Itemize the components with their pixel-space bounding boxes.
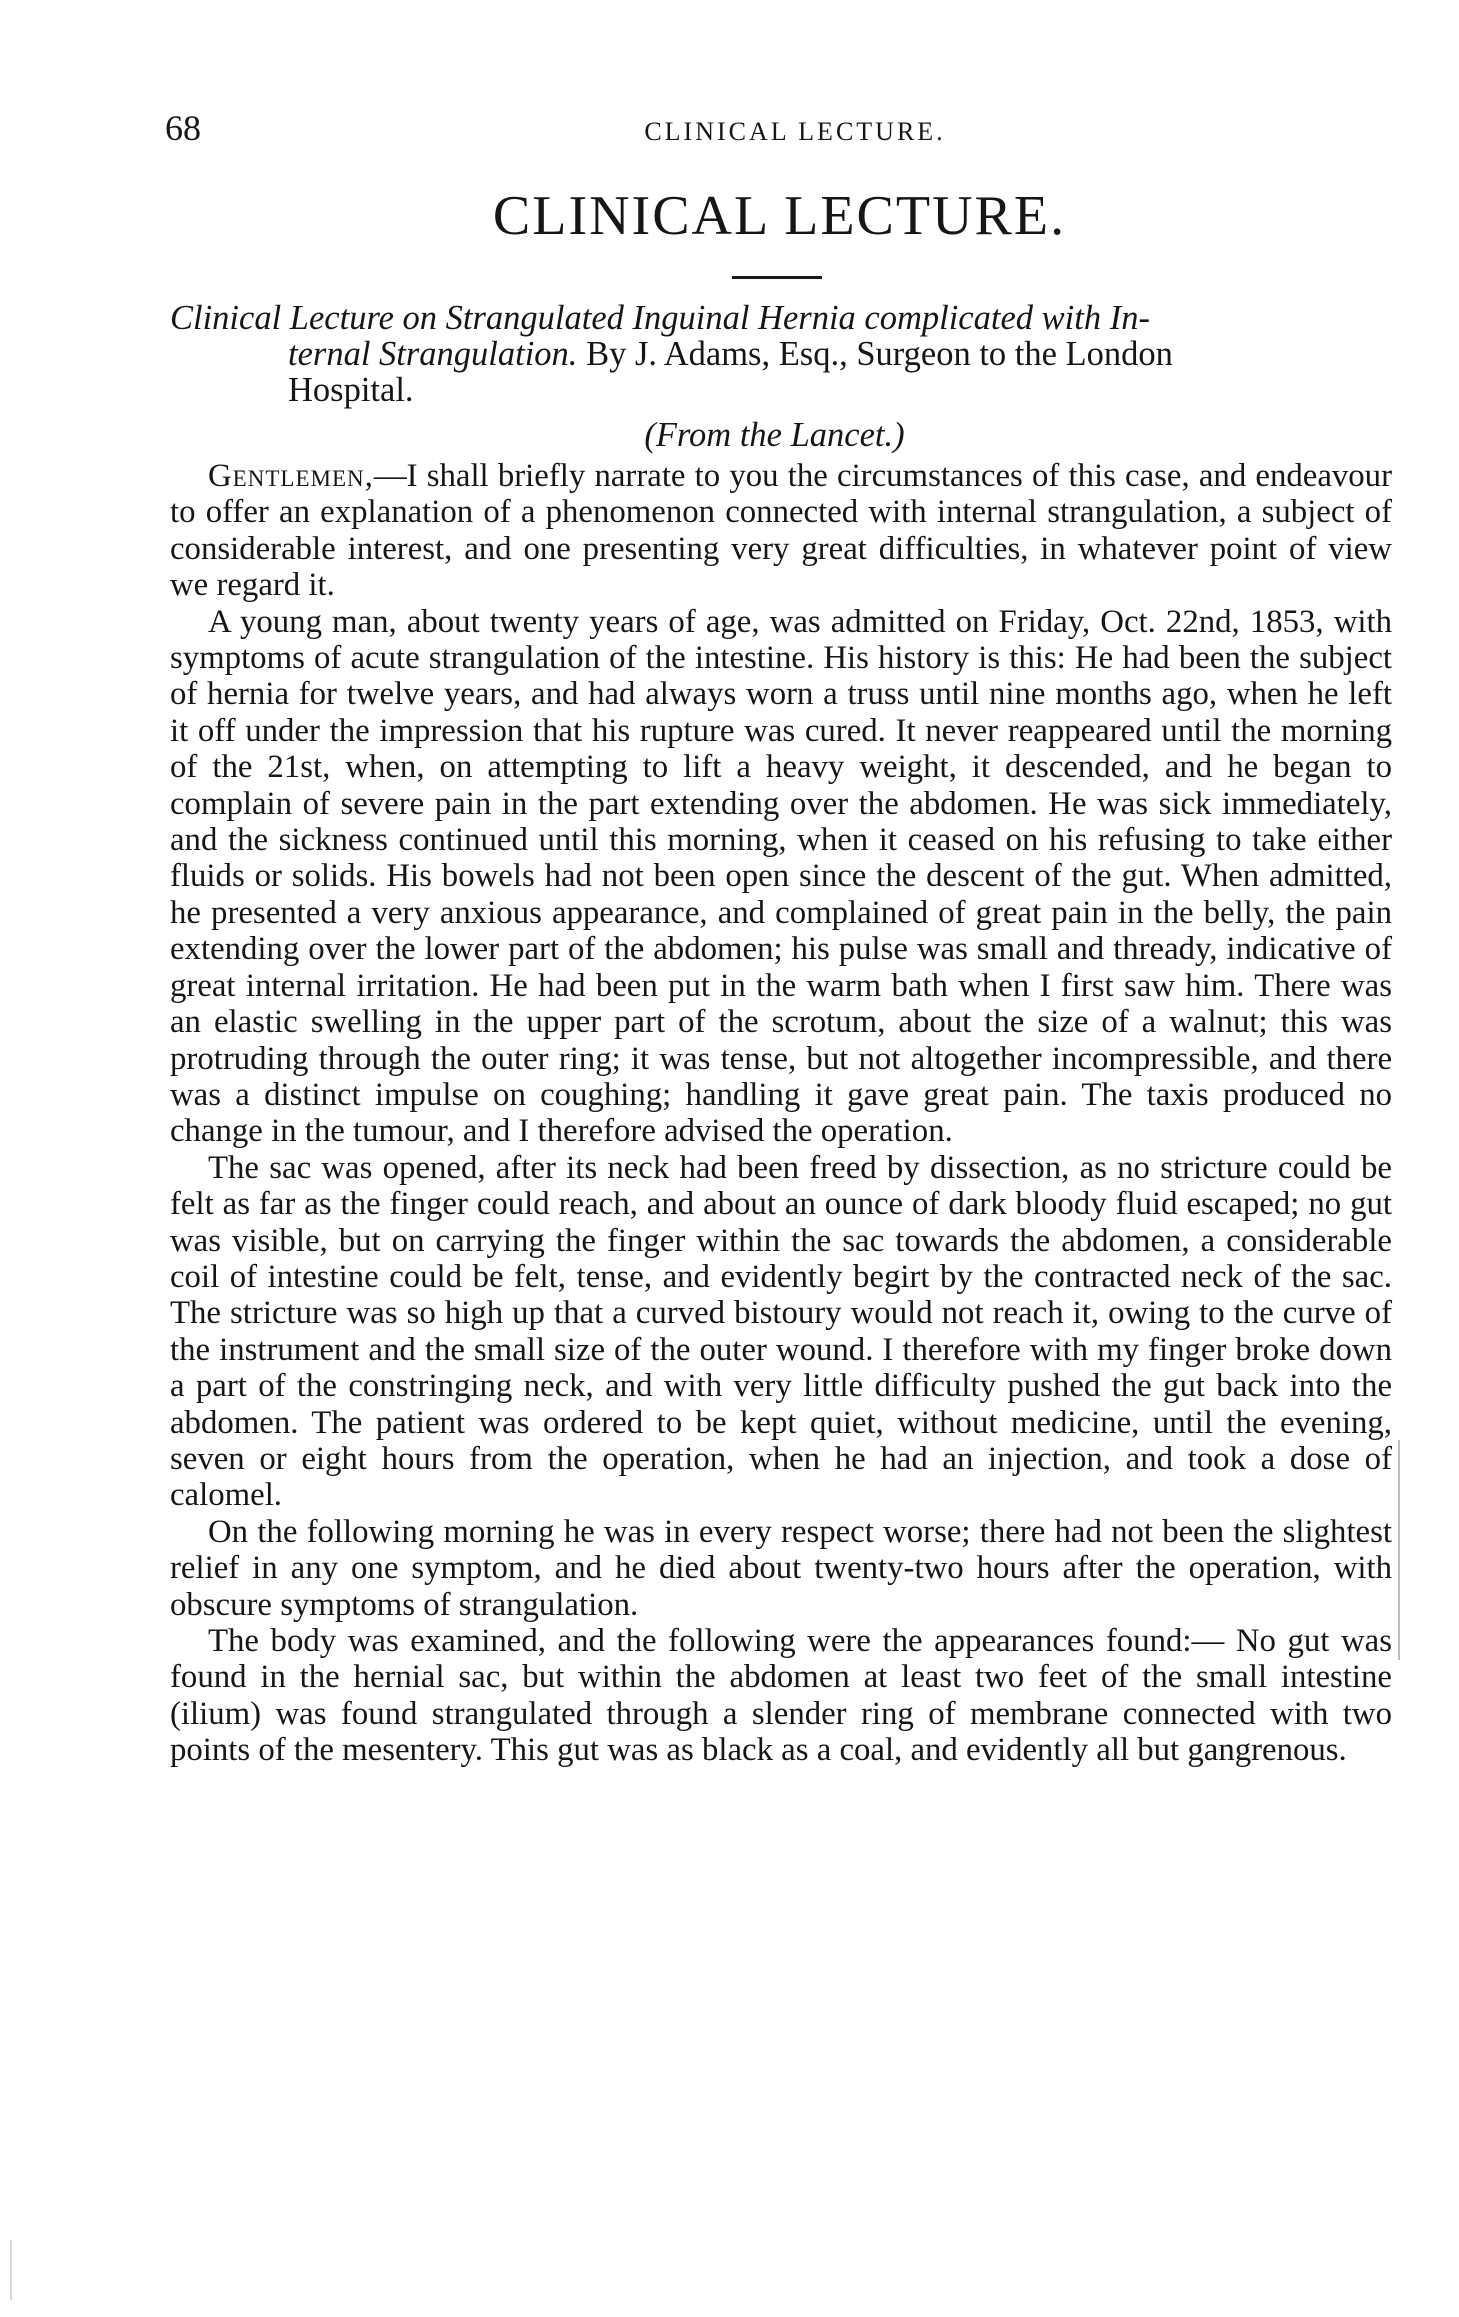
subtitle-hospital: Hospital. [288,371,414,409]
paragraph: On the following morning he was in every respect worse; there had not been the slightest relief in any one symptom, and he died about twenty-two hours after the operation, with obscure symptoms of strangulation. [170,1513,1392,1623]
running-head [150,108,1400,152]
subtitle-italic: Clinical Lecture on Strangulated Inguinal Hernia complicated with In- [170,299,1150,337]
lecture-subtitle [170,300,1392,408]
lecture-body [170,458,1392,1769]
scan-edge-mark [10,2240,12,2300]
page-edge-shadow [1398,1440,1400,1660]
running-title: CLINICAL LECTURE. [644,117,946,146]
lecture-title: CLINICAL LECTURE. [492,185,1067,247]
subtitle-italic-cont: ternal Strangulation. [288,335,578,373]
salutation: Gentlemen, [208,458,374,494]
subtitle-continuation [170,336,1392,372]
title-rule [732,276,822,279]
paragraph: The body was examined, and the following were the appearances found:— No gut was found in the hernial sac, but within the abdomen at least two feet of the small intestine (ilium) was found strangulated through a slender ring of membrane connected with two points of the mesentery. This gut was as black as a coal, and evidently all but gangrenous. [170,1623,1392,1769]
page-number: 68 [165,108,201,148]
paragraph: A young man, about twenty years of age, was admitted on Friday, Oct. 22nd, 1853, with symptoms of acute strangulation of the intestine. His history is this: He had been the subject of hernia for twelve years, and had always worn a truss until nine months ago, when he left it off under the impression that his rupture was cured. It never reappeared until the morning of the 21st, when, on attempting to lift a heavy weight, it descended, and he began to complain of severe pain in the part extending over the abdomen. He was sick immediately, and the sickness continued until this morning, when it ceased on his refusing to take either fluids or solids. His bowels had not been open since the descent of the gut. When admitted, he presented a very anxious appearance, and complained of great pain in the belly, the pain extending over the lower part of the abdomen; his pulse was small and thready, indicative of great internal irritation. He had been put in the warm bath when I first saw him. There was an elastic swelling in the upper part of the scrotum, about the size of a walnut; this was protruding through the outer ring; it was tense, but not altogether incompressible, and there was a distinct impulse on coughing; handling it gave great pain. The taxis produced no change in the tumour, and I therefore advised the operation. [170,603,1392,1150]
paragraph [170,458,1392,604]
paragraph: The sac was opened, after its neck had been freed by dissection, as no stricture could be felt as far as the finger could reach, and about an ounce of dark bloody fluid escaped; no gut was visible, but on carrying the finger within the sac towards the abdomen, a considerable coil of intestine could be felt, tense, and evidently begirt by the contracted neck of the sac. The stricture was so high up that a curved bistoury would not reach it, owing to the curve of the instrument and the small size of the outer wound. I therefore with my finger broke down a part of the constringing neck, and with very little difficulty pushed the gut back into the abdomen. The patient was ordered to be kept quiet, without medicine, until the evening, seven or eight hours from the operation, when he had an injection, and took a dose of calomel. [170,1149,1392,1514]
paragraph-text: —I shall briefly narrate to you the circumstances of this case, and endeavour to offer an explanation of a phenomenon connected with internal strangulation, a subject of considerable interest, and one presenting very great difficulties, in whatever point of view we regard it. [170,458,1392,604]
source-note: (From the Lancet.) [644,416,905,454]
subtitle-author: By J. Adams, Esq., Surgeon to the London [577,335,1173,373]
